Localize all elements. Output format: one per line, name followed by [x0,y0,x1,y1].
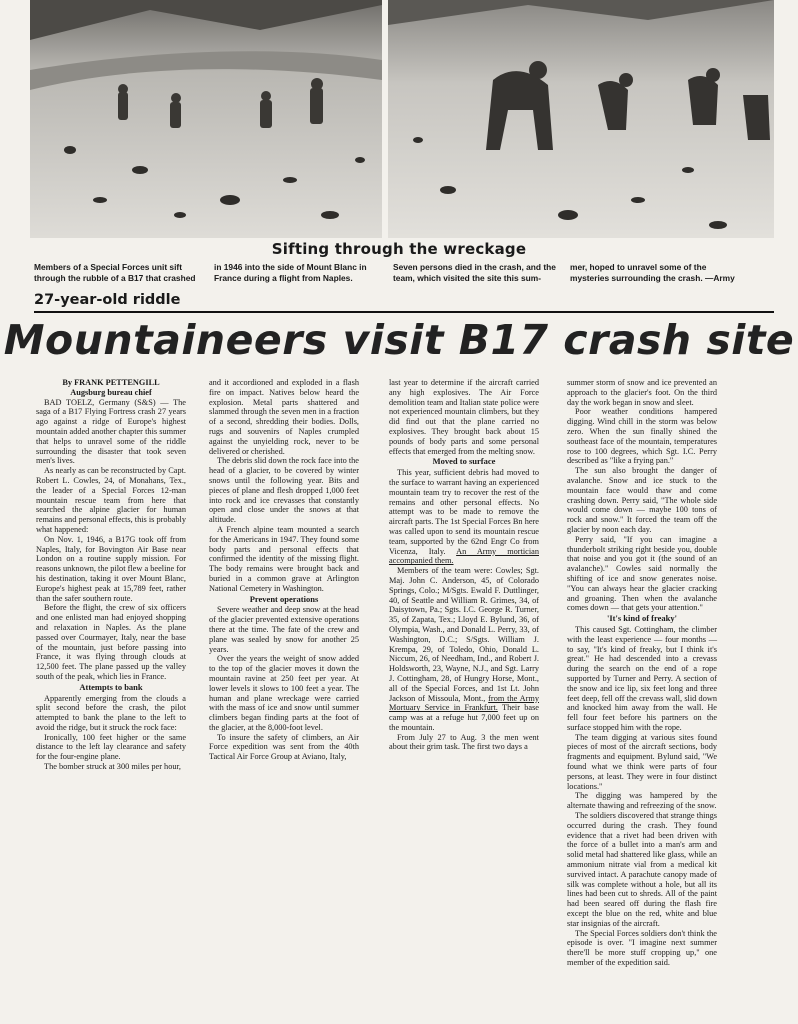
paragraph: Before the flight, the crew of six officers and one enlisted man had enjoyed shopping and relaxation in Naples. As the plane passed over Courmayer, Italy, near the base of the mountain, just before passing into France, it was flying through clouds at 12,500 feet. The plane passed up the valley south of the peak, which lies in France. [36,603,186,681]
subhead-attempts-to-bank: Attempts to bank [79,681,143,692]
photo-caption-col-4: mer, hoped to unravel some of the mysteries surrounding the crash. —Army [570,262,735,283]
photo-left-climbers [30,0,382,238]
paragraph: The Special Forces soldiers don't think the episode is over. "I imagine next summer there'll be more stuff cropping up," one member of the expedition said. [567,928,717,968]
paragraph: Over the years the weight of snow added to the top of the glacier moves it down the mountain ravine at 250 feet per year. At lower levels it slows to 100 feet a year. The human and plane wreckage were carried with the mass of ice and snow until summer climbers began finding parts at the foot of the glacier, at the 8,000-foot level. [209,654,359,732]
paragraph: The bomber struck at 300 miles per hour, [44,762,181,772]
article-column-1 [36,378,186,772]
paragraph: From July 27 to Aug. 3 the men went about their grim task. The first two days a [389,732,539,752]
subhead-kind-of-freaky: 'It's kind of freaky' [607,613,677,624]
photo-left-image [30,0,382,238]
kicker-rule [34,311,774,313]
paragraph: As nearly as can be reconstructed by Capt. Robert L. Cowles, 24, of Monahans, Tex., the leader of a Special Forces 12-man mountain rescue team from here that searched the alpine glacier for human remains and personal effects, this is probably what happened: [36,466,186,534]
underlined-text: from the Army Mortuary Service in Frankfurt. [389,693,540,713]
photo-caption [34,262,774,292]
paragraph: Ironically, 100 feet higher or the same distance to the left lay clearance and safety for the four-engine plane. [36,732,186,762]
paragraph: The soldiers discovered that strange things occurred during the crash. They found evidence that a rivet had been driven with the force of a bullet into a man's arm and solid metal had shattered like glass, while an ammonium nitrate vial from a medical kit survived intact. A parachute canopy made of silk was complete without a hole, but all its lines had been cut to shreds. All of the paint had been seared off during the flash fire except the blue on the red, white and blue star insignias of the aircraft. [567,811,717,928]
paragraph: This caused Sgt. Cottingham, the climber with the least experience — four months — to say, "It's kind of freaky, but I think it's great." He had descended into a crevass during the search on the end of a rope supported by Turner and Perry. A section of the snow and ice lip, six feet long and three feet deep, fell off the crevass wall, slid down and knocked him away from the wall. He fell four feet before his partners on the surface stopped him with the rope. [567,624,717,732]
paragraph: To insure the safety of climbers, an Air Force expedition was sent from the 40th Tactical Air Force Group at Aviano, Italy, [209,732,359,762]
subhead-prevent-operations: Prevent operations [249,593,319,604]
paragraph: Apparently emerging from the clouds a split second before the crash, the pilot attempted to bank the plane to the left to avoid the ridge, but it struck the rock face: [36,693,186,732]
photo-right-digging [388,0,774,238]
paragraph: The debris slid down the rock face into the head of a glacier, to be covered by winter snows until the following year. Bits and pieces of plane and flesh dropped 1,000 feet into rock and ice crevasses that constantly open and close under the snows at that altitude. [209,456,359,525]
article-column-4 [567,378,717,968]
paragraph: Severe weather and deep snow at the head of the glacier prevented extensive operations there at the time. The fate of the crew and plane was sealed by snow for another 25 years. [209,605,359,654]
article-column-3 [389,378,539,752]
byline-title: Augsburg bureau chief [70,387,152,397]
photo-caption-title: Sifting through the wreckage [271,240,527,258]
paragraph: The digging was hampered by the alternate thawing and refreezing of the snow. [567,791,717,811]
paragraph [389,566,539,733]
headline: Mountaineers visit B17 crash site [3,316,795,364]
paragraph: BAD TOELZ, Germany (S&S) — The saga of a B17 Flying Fortress crash 27 years ago against a ridge of Europe's highest mountain added another chapter this summer that helps to unravel some of the riddle surrounding the disaster that took seven men's lives. [36,397,186,466]
paragraph: last year to determine if the aircraft carried any high explosives. The Air Force demolition team and Italian state police were not experienced mountain climbers, but they did find out that the plane carried no explosives. They brought back about 15 pounds of body parts and some personal effects that emerged from the melting snow. [389,378,539,456]
photo-caption-col-1: Members of a Special Forces unit sift through the rubble of a B17 that crashed [34,262,196,283]
paragraph: summer storm of snow and ice prevented an approach to the glacier's foot. On the third day the work began in snow and sleet. [567,378,717,407]
paragraph: On Nov. 1, 1946, a B17G took off from Naples, Italy, for Bovington Air Base near London on a routine supply mission. For reasons unknown, the pilot flew a beeline for his destination, taking it over Mount Blanc, Europe's highest peak at 15,789 feet, rather than the safer southern route. [36,534,186,603]
article-column-2 [209,378,359,762]
paragraph: Poor weather conditions hampered digging. Wind chill in the storm was below zero. When the sun finally shined the southeast face of the mountain, temperatures rose to 100 degrees, which Sgt. I.C. Perry described as "like a frying pan." [567,407,717,466]
paragraph: The team digging at various sites found pieces of most of the aircraft sections, body fragments and equipment. Bylund said, "We found what we think were parts of four persons, at least. They were in four distinct locations." [567,732,717,791]
byline: By FRANK PETTENGILL [62,378,160,387]
paragraph [389,468,539,566]
subhead-moved-to-surface: Moved to surface [432,456,496,467]
kicker: 27-year-old riddle [34,292,181,308]
paragraph: A French alpine team mounted a search for the Americans in 1947. They found some body parts and personal effects that confirmed the identity of the missing flight. The body remains were brought back and buried in a common grave at Arlington National Cemetery in Washington. [209,524,359,593]
paragraph: The sun also brought the danger of avalanche. Snow and ice stuck to the mountain face would thaw and come crashing down. Perry said, "The whole side would come down — maybe 100 tons of rock and snow." It forced the team off the glacier by noon each day. [567,466,717,534]
photo-right-image [388,0,774,238]
paragraph-text: This year, sufficient debris had moved to the surface to warrant having an experienced mountain team try to recover the rest of the remains and other personal effects. No attempt was to be made to remove the aircraft parts. The 1st Special Forces Bn here was called upon to send its mountain rescue team, supported by the 62nd Engr Co from Vicenza, Italy. [389,468,539,556]
paragraph-text: Their base camp was at a refuge hut 7,000 feet up on the mountain. [389,703,539,732]
paragraph: and it accordioned and exploded in a flash fire on impact. Natives below heard the explosion. Metal parts shattered and slammed through the seven men in a fraction of a second, shredding their bodies. Dolls, rugs and souvenirs of Naples crumpled against the unyielding rock, never to be delivered or cherished. [209,378,359,456]
photo-caption-col-3: Seven persons died in the crash, and the team, which visited the site this sum- [393,262,556,283]
photo-caption-col-2: in 1946 into the side of Mount Blanc in France during a flight from Naples. [214,262,367,283]
paragraph: Perry said, "If you can imagine a thunderbolt striking right beside you, double that noise and you got it (the sound of an avalanche)." Cowles said normally the shifting of ice and snow generates noise. "You can always hear the glacier cracking and groaning. Then when the avalanche comes down — that gets your attention." [567,534,717,613]
underlined-text: An Army mortician accompanied them. [389,546,539,566]
paragraph-text: Members of the team were: Cowles; Sgt. Maj. John C. Anderson, 45, of Colorado Springs, Colo.; M/Sgts. Ewald F. Duttlinger, 40, of Seattle and William R. Grimes, 34, of Daisytown, Pa.; Sgts. I.C. George R. Turner, 35, of Zapata, Tex.; Lloyd E. Bylund, 36, of Olympia, Wash., and Donald L. Perry, 33, of Washington, D.C.; S/Sgts. William J. Krempa, 29, of Toledo, Ohio, Donald L. Niccum, 26, of Needham, Ind., and Robert J. Holdsworth, 23, Wayne, N.J., and Sgt. Larry J. Cottingham, 28, of Hungry Horse, Mont., all of the Special Forces, and 1st Lt. John Jackson of Missoula, Mont., [389,566,539,703]
